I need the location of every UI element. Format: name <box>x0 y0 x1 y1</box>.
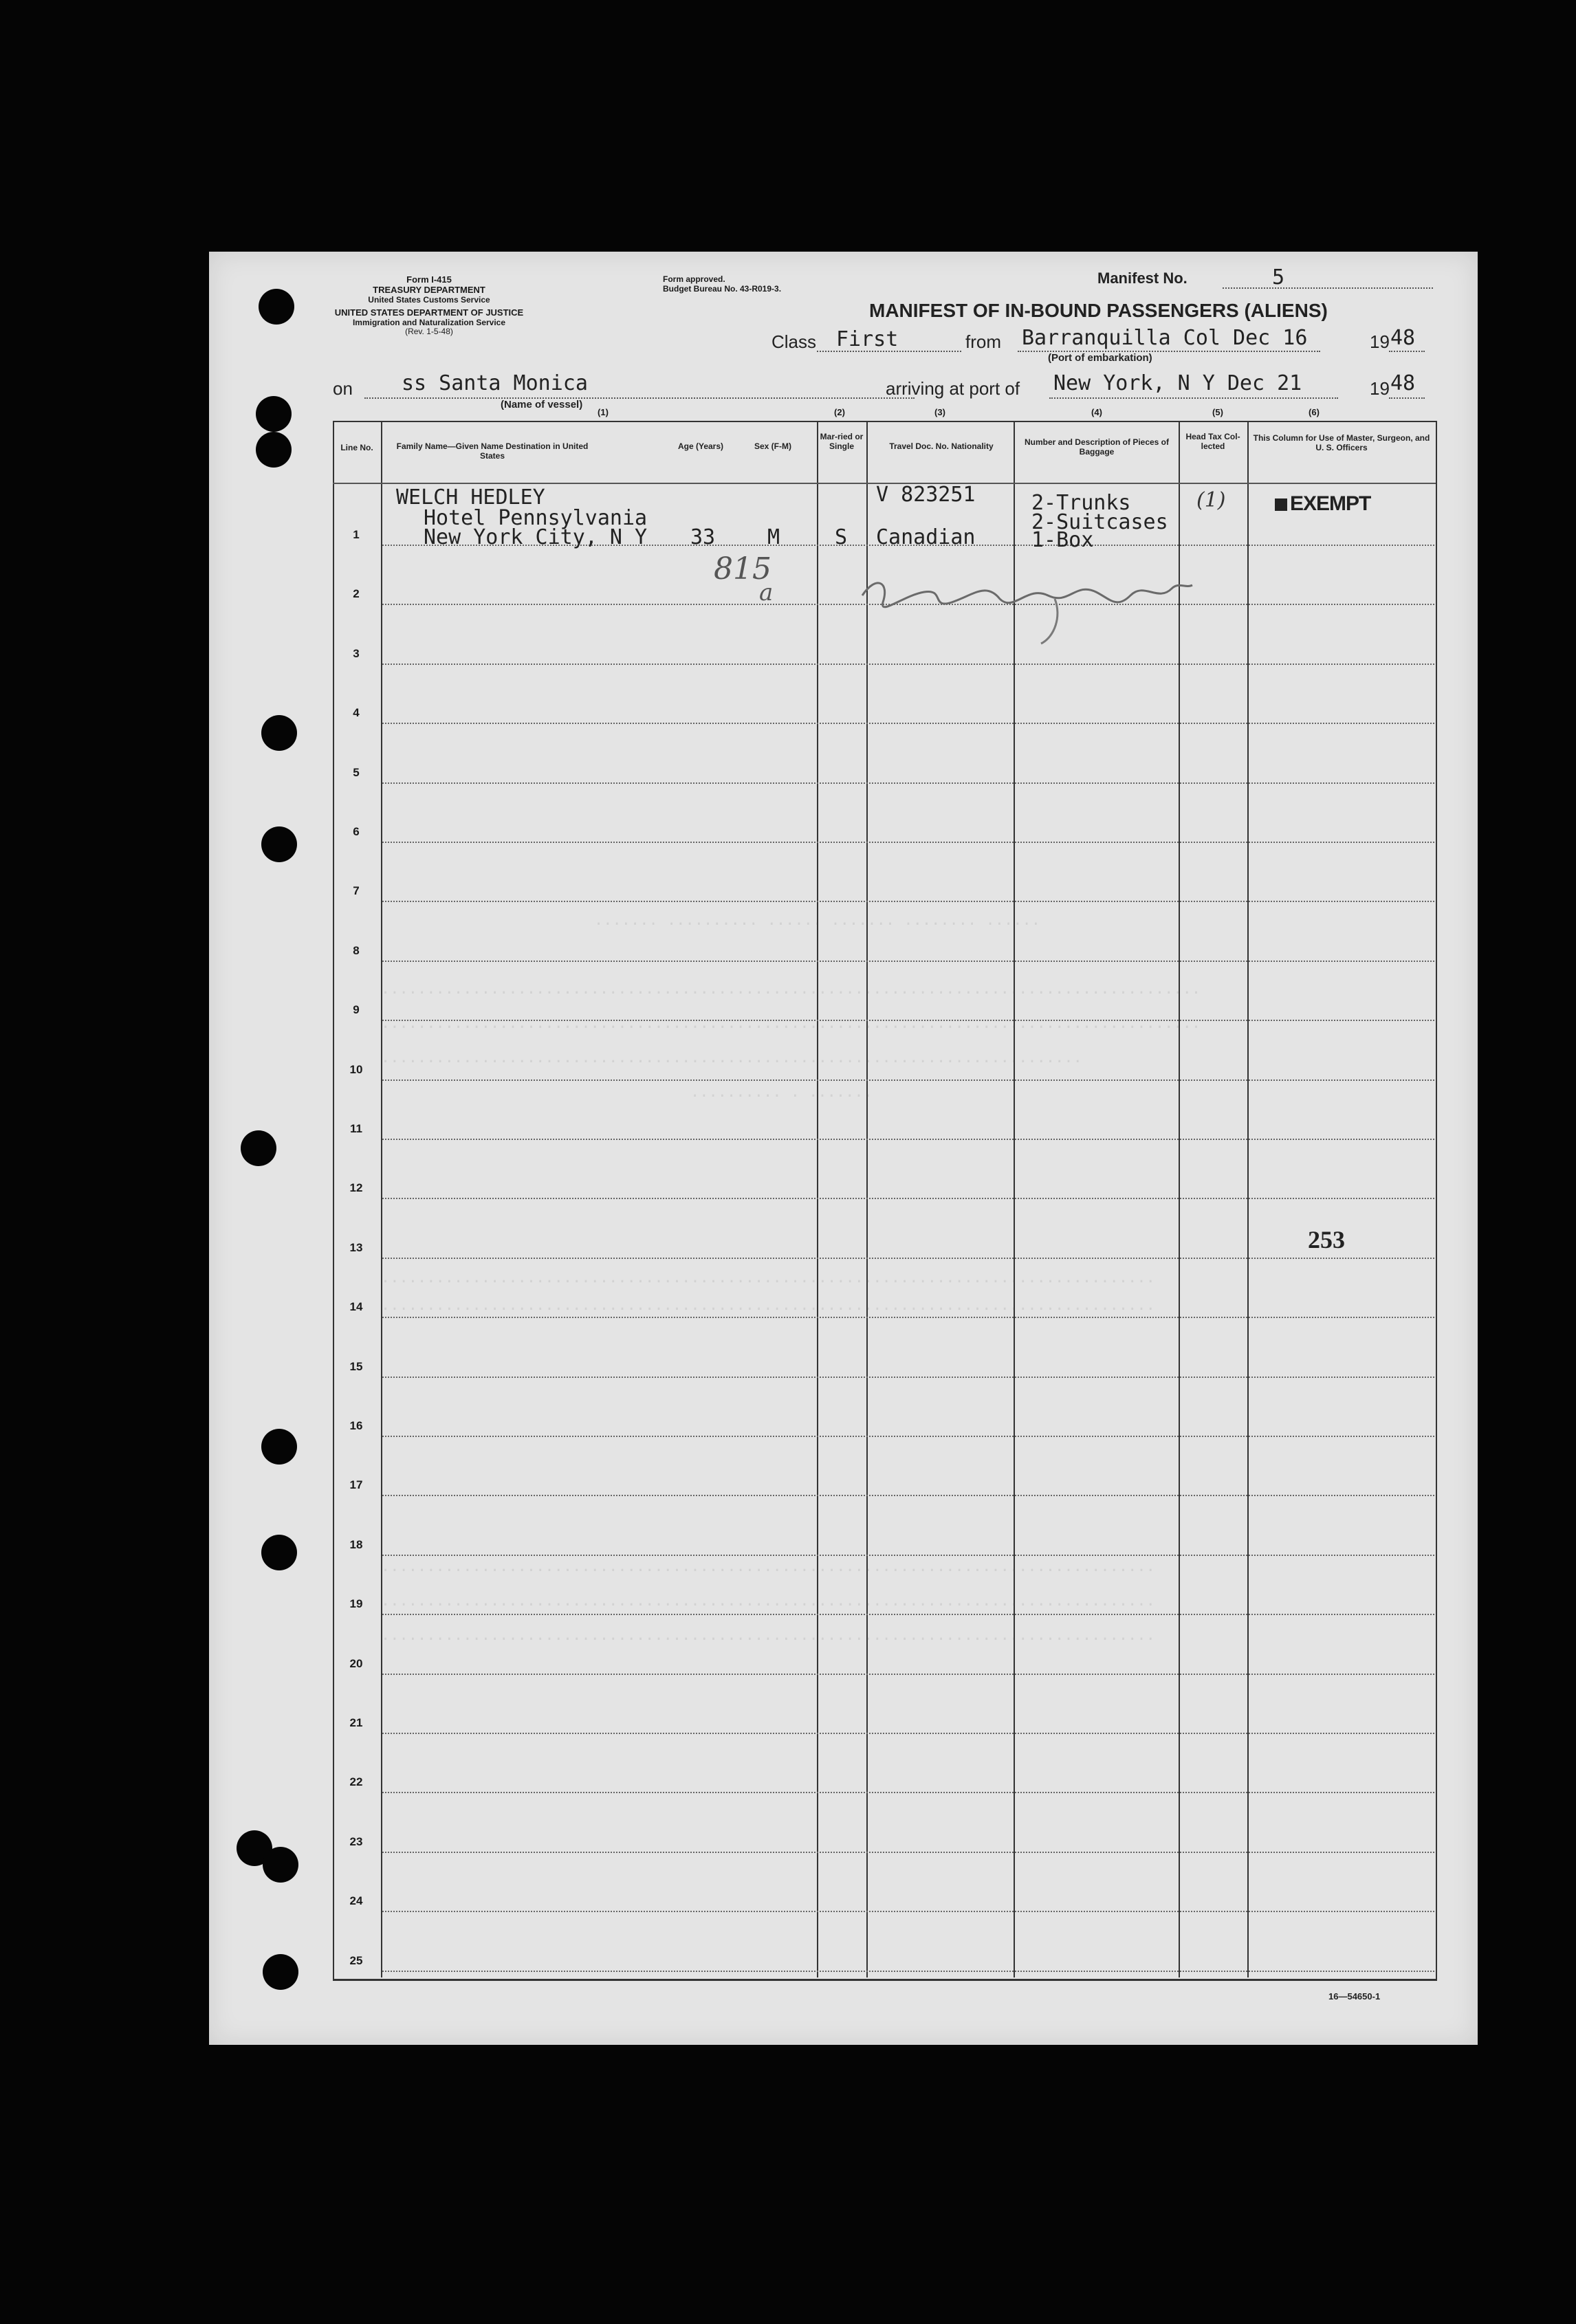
row-divider <box>382 1198 1434 1199</box>
row-divider <box>382 1377 1434 1378</box>
class-value: First <box>836 327 899 351</box>
line-number: 9 <box>353 1003 360 1017</box>
passenger-address-1: Hotel Pennsylvania <box>424 506 648 530</box>
baggage-line-3: 1-Box <box>1031 528 1094 552</box>
line-number: 8 <box>353 943 360 957</box>
line-number: 24 <box>349 1894 363 1908</box>
head-tax-handwritten: (1) <box>1196 488 1226 512</box>
line-number: 14 <box>349 1300 363 1314</box>
line-number: 25 <box>349 1953 363 1967</box>
passenger-sex: M <box>767 525 780 549</box>
column-number: (2) <box>834 407 845 417</box>
line-number: 2 <box>353 587 360 601</box>
binder-hole <box>259 289 294 325</box>
line-number: 17 <box>349 1478 363 1492</box>
col-header-sex: Sex (F-M) <box>754 441 791 451</box>
binder-hole <box>256 432 292 468</box>
line-number: 22 <box>349 1775 363 1789</box>
col-header-head-tax: Head Tax Col-lected <box>1185 432 1240 452</box>
baggage-line-1: 2-Trunks <box>1031 491 1131 515</box>
binder-hole <box>256 396 292 432</box>
row-divider <box>382 1792 1434 1793</box>
line-number: 18 <box>349 1537 363 1551</box>
manifest-sheet: Form I-415 TREASURY DEPARTMENT United States Customs Service UNITED STATES DEPARTMENT OF JUSTICE Immigration and Naturalization Service (Rev. 1-5-48) Form approved. Budget Bureau No. 43-R019-3. Manifest No. 5 MANIFEST OF IN-BOUND PASSENGERS (ALIENS) Class First from Barranquilla Col Dec 16 19 48 (Port of embarkation) on ss Santa Monica (Name of vessel) (1) arriving at port of New York, N Y Dec 21 19 48 (2) (3) (4) (5) (6) Line No. Family Name—Given Name Destination in United States Age (Years) Sex (F-M) Mar-ried or Single Travel Doc. No. Nationality Number and Description of Pieces of Baggage Head Tax Col-lected This Column for Use of Master, Surgeon, and U. S. Officers 1 2 3 4 5 6 7 8 9 10 11 12 13 14 15 16 17 18 19 20 21 22 23 24 25 WELCH HEDLEY Hotel Pennsylvania New York City, N Y 33 M S V 823251 Canadian 2-Trunks 2-Suitcases 1-Box (1) EXEMPT 815 a ....... .......... ...... ....... ........ ...... .......................................................................................... .......................................................................................... ............................................................................. .......... . ....... ..................................................................................... ..................................................................................... ..................................................................................... ..................................................................................... ..................................................................................... 253 16—54650-1 <box>209 252 1478 2045</box>
revision-label: (Rev. 1-5-48) <box>405 327 453 337</box>
manifest-table <box>333 421 1437 1981</box>
col-header-line-no: Line No. <box>340 443 373 452</box>
passenger-marital: S <box>835 525 848 549</box>
col-header-officers: This Column for Use of Master, Surgeon, and U. S. Officers <box>1253 433 1430 453</box>
passenger-age: 33 <box>690 525 716 549</box>
line-number: 10 <box>349 1062 363 1076</box>
column-number: (4) <box>1091 407 1102 417</box>
line-number: 20 <box>349 1656 363 1670</box>
row-divider <box>382 1674 1434 1675</box>
vessel-value: ss Santa Monica <box>402 371 588 395</box>
col-header-married: Mar-ried or Single <box>820 432 864 452</box>
binder-hole <box>261 1429 297 1465</box>
footer-print-code: 16—54650-1 <box>1328 1991 1381 2002</box>
binder-hole <box>241 1130 276 1166</box>
row-divider <box>382 1733 1434 1734</box>
arriving-label: arriving at port of <box>886 378 1020 399</box>
row-divider <box>382 664 1434 665</box>
line-number: 1 <box>353 528 360 541</box>
row-divider <box>382 1555 1434 1556</box>
from-label: from <box>965 331 1001 352</box>
binder-hole <box>263 1954 298 1990</box>
handwritten-mark: 815 <box>714 551 771 587</box>
form-approved-label: Form approved. <box>663 274 725 284</box>
line-number: 12 <box>349 1181 363 1195</box>
customs-label: United States Customs Service <box>368 294 490 305</box>
line-number: 5 <box>353 765 360 779</box>
binder-hole <box>263 1847 298 1883</box>
column-number: (1) <box>598 407 609 417</box>
column-number: (6) <box>1309 407 1320 417</box>
binder-hole <box>261 1535 297 1570</box>
row-divider <box>382 1971 1434 1972</box>
exempt-stamp: EXEMPT <box>1275 492 1370 516</box>
stamped-page-number: 253 <box>1308 1226 1345 1253</box>
arriving-year-value: 48 <box>1390 371 1416 395</box>
passenger-name: WELCH HEDLEY <box>396 485 545 509</box>
ins-label: Immigration and Naturalization Service <box>352 317 506 327</box>
row-divider <box>382 723 1434 724</box>
row-divider <box>382 782 1434 784</box>
nationality: Canadian <box>876 525 976 549</box>
row-divider <box>382 1614 1434 1615</box>
budget-bureau-label: Budget Bureau No. 43-R019-3. <box>663 283 782 294</box>
arriving-value: New York, N Y Dec 21 <box>1053 371 1302 395</box>
row-divider <box>382 1852 1434 1853</box>
row-divider <box>382 961 1434 962</box>
line-number: 11 <box>350 1122 362 1135</box>
line-number: 16 <box>349 1419 363 1432</box>
manifest-no-value: 5 <box>1272 265 1285 289</box>
column-number: (5) <box>1212 407 1223 417</box>
manifest-title: MANIFEST OF IN-BOUND PASSENGERS (ALIENS) <box>869 300 1328 321</box>
binder-hole <box>261 826 297 862</box>
row-divider <box>382 1317 1434 1318</box>
line-number: 7 <box>353 884 360 898</box>
from-year-value: 48 <box>1390 326 1416 350</box>
line-number: 15 <box>349 1359 363 1373</box>
form-number: Form I-415 <box>406 274 452 285</box>
line-number: 13 <box>349 1240 363 1254</box>
treasury-label: TREASURY DEPARTMENT <box>373 284 485 295</box>
row-divider <box>382 901 1434 902</box>
from-year-prefix: 19 <box>1370 331 1390 352</box>
travel-doc-number: V 823251 <box>876 483 976 507</box>
row-divider <box>382 1079 1434 1081</box>
arriving-year-prefix: 19 <box>1370 378 1390 399</box>
manifest-no-label: Manifest No. <box>1097 270 1188 287</box>
class-label: Class <box>771 331 817 352</box>
vessel-caption: (Name of vessel) <box>501 399 583 410</box>
row-divider <box>382 842 1434 843</box>
handwritten-mark: a <box>759 579 774 606</box>
binder-hole <box>261 715 297 751</box>
baggage-line-2: 2-Suitcases <box>1031 510 1168 534</box>
col-header-age: Age (Years) <box>677 441 724 451</box>
justice-label: UNITED STATES DEPARTMENT OF JUSTICE <box>334 307 524 318</box>
passenger-address-2: New York City, N Y <box>424 525 648 549</box>
line-number: 6 <box>353 825 360 838</box>
line-number: 4 <box>353 706 360 720</box>
port-embarkation-caption: (Port of embarkation) <box>1048 352 1152 364</box>
row-divider <box>382 1911 1434 1912</box>
col-header-travel-doc: Travel Doc. No. Nationality <box>889 441 994 451</box>
from-value: Barranquilla Col Dec 16 <box>1022 326 1308 350</box>
line-number: 21 <box>349 1716 363 1729</box>
line-number: 3 <box>353 646 360 660</box>
col-header-name: Family Name—Given Name Destination in United States <box>396 441 589 461</box>
row-divider <box>382 1495 1434 1496</box>
col-header-baggage: Number and Description of Pieces of Baggage <box>1024 437 1170 457</box>
row-divider <box>382 1139 1434 1140</box>
handwritten-signature <box>849 554 1206 650</box>
row-divider <box>382 1436 1434 1437</box>
on-label: on <box>333 378 353 399</box>
line-number: 23 <box>349 1834 363 1848</box>
row-divider <box>382 1258 1434 1259</box>
column-number: (3) <box>934 407 945 417</box>
line-number: 19 <box>349 1597 363 1611</box>
